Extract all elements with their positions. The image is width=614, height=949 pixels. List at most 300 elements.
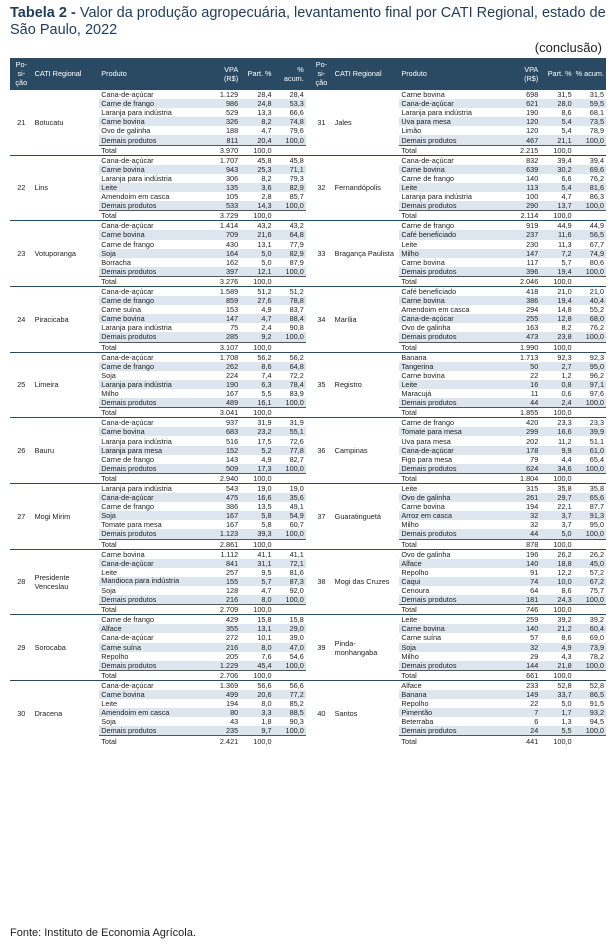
table-row [10,108,606,117]
product-cell: Leite [399,380,507,389]
part-cell: 5,8 [261,520,272,530]
product-cell: Laranja para indústria [101,323,172,333]
column-gap [306,708,310,717]
part-cell: 8,0 [261,699,272,709]
part-cell: 45,8 [257,155,272,165]
regional-cell: Pinda- monhangaba [334,638,378,657]
column-gap [306,502,310,511]
column-gap [306,108,310,117]
product-cell: Soja [99,249,207,258]
column-gap [306,699,310,708]
part-cell: 8,2 [561,323,572,333]
product-cell: Carne suína [401,633,442,643]
acum-cell [574,736,606,746]
acum-cell: 59,5 [574,99,606,108]
acum-cell: 80,6 [589,257,604,267]
acum-cell [274,736,306,746]
acum-cell [274,211,306,221]
part-cell: 15,8 [257,615,272,625]
part-cell: 14,3 [240,201,273,211]
part-cell: 24,8 [240,99,273,108]
acum-cell: 75,7 [589,586,604,596]
acum-cell [274,473,306,483]
table-row [10,473,606,483]
product-cell: Total [99,145,207,155]
vpa-cell: 140 [507,624,540,633]
product-cell: Total [399,736,507,746]
part-cell: 5,5 [540,726,573,736]
vpa-cell: 396 [507,267,540,277]
acum-cell: 77,2 [274,690,306,699]
acum-cell: 85,7 [289,192,304,202]
vpa-cell: 190 [207,380,240,389]
acum-cell: 28,4 [289,90,304,100]
regional-cell: Lins [34,183,48,193]
part-cell: 8,0 [240,643,273,652]
regional-cell: Marília [334,314,357,324]
column-gap [306,455,310,464]
part-cell: 4,9 [540,643,573,652]
product-cell: Total [99,736,207,746]
product-cell: Soja [101,717,116,727]
product-cell: Cana-de-açúcar [101,287,154,297]
vpa-cell: 120 [507,117,540,126]
part-cell: 100,0 [540,342,573,352]
product-cell: Demais produtos [399,267,507,277]
vpa-cell: 3.729 [207,211,240,221]
part-cell: 100,0 [240,670,273,680]
acum-cell: 49,1 [289,502,304,512]
part-cell: 7,6 [261,651,272,661]
position-cell: 34 [317,314,326,324]
vpa-cell: 216 [207,595,240,605]
product-cell: Cana-de-açúcar [101,633,154,643]
column-gap [306,371,310,380]
acum-cell: 94,5 [589,717,604,727]
vpa-cell: 1.129 [219,90,239,100]
part-cell: 18,8 [540,559,573,568]
product-cell: Carne de frango [401,221,455,231]
acum-cell: 26,2 [589,549,604,559]
part-cell: 9,5 [261,567,272,577]
part-cell: 44,9 [557,221,572,231]
column-gap [306,690,310,699]
acum-cell: 29,0 [274,624,306,633]
part-cell: 5,7 [240,577,273,586]
acum-cell: 31,5 [589,90,604,100]
vpa-cell: 1.369 [219,680,239,690]
table-row [10,398,606,408]
vpa-cell: 1.589 [219,287,239,297]
table-row [10,296,606,305]
acum-cell: 97,1 [574,380,606,389]
vpa-cell: 986 [207,99,240,108]
vpa-cell: 64 [530,586,539,596]
column-gap [306,586,310,595]
part-cell: 8,2 [261,173,272,183]
regional-cell: Sorocaba [34,643,66,653]
vpa-cell: 196 [526,549,539,559]
header-part-right: Part. % [540,58,573,90]
product-cell: Repolho [401,699,429,709]
region-block [10,286,606,352]
part-cell: 23,8 [540,332,573,342]
vpa-cell: 315 [526,483,539,493]
header-part: Part. % [240,58,273,90]
part-cell: 5,8 [240,511,273,520]
part-cell: 1,2 [561,370,572,380]
product-cell: Limão [401,126,422,136]
part-cell: 2,4 [261,323,272,333]
vpa-cell: 841 [207,559,240,568]
position-cell: 22 [17,183,26,193]
table-row [10,90,606,100]
vpa-cell: 147 [207,314,240,323]
product-cell: Soja [101,586,116,596]
column-gap [306,314,310,323]
product-cell: Demais produtos [399,332,507,342]
acum-cell: 100,0 [274,661,306,671]
vpa-cell: 2.709 [207,605,240,615]
vpa-cell: 261 [507,493,540,502]
vpa-cell: 120 [526,126,539,136]
part-cell: 19,4 [540,296,573,305]
vpa-cell: 1.804 [507,473,540,483]
product-cell: Leite [99,183,207,192]
part-cell: 3,3 [240,708,273,717]
table-row [10,352,606,362]
table-row [10,511,606,520]
acum-cell: 100,0 [274,464,306,474]
acum-cell: 56,2 [289,352,304,362]
regional-cell: Botucatu [34,117,64,127]
part-cell: 12,1 [240,267,273,277]
column-gap [306,595,310,605]
vpa-cell: 1.707 [219,155,239,165]
product-cell: Cana-de-açúcar [99,559,207,568]
vpa-cell: 429 [226,615,239,625]
vpa-cell: 153 [226,305,239,315]
acum-cell: 76,2 [589,323,604,333]
column-gap [306,624,310,633]
acum-cell [274,670,306,680]
region-block [10,680,606,745]
product-cell: Cana-de-açúcar [399,99,507,108]
acum-cell [574,342,606,352]
part-cell: 45,4 [240,661,273,671]
product-cell: Cana-de-açúcar [99,493,207,502]
table-row [10,155,606,165]
table-row [10,643,606,652]
acum-cell: 51,1 [589,436,604,446]
vpa-cell: 1.855 [507,408,540,418]
table-row [10,165,606,174]
column-gap [306,165,310,174]
vpa-cell: 6 [534,717,539,727]
vpa-cell: 44 [507,529,540,539]
product-cell: Total [399,670,507,680]
column-gap [306,661,310,671]
table-row [10,699,606,708]
vpa-cell: 255 [507,314,540,323]
product-cell: Total [399,539,507,549]
header-pos: Po- si- ção [10,58,33,90]
acum-cell: 69,6 [574,165,606,174]
acum-cell: 23,3 [589,418,604,428]
table-row [10,661,606,671]
vpa-cell: 543 [226,483,239,493]
acum-cell: 92,0 [289,586,304,596]
acum-cell: 87,9 [289,257,304,267]
vpa-cell: 430 [226,239,239,249]
vpa-cell: 878 [507,539,540,549]
acum-cell: 81,6 [574,183,606,192]
part-cell: 34,6 [540,464,573,474]
acum-cell: 100,0 [574,135,606,145]
column-gap [306,605,310,615]
acum-cell: 77,8 [274,446,306,455]
vpa-cell: 811 [207,135,240,145]
part-cell: 19,0 [257,483,272,493]
product-cell: Carne de frango [101,239,155,249]
column-gap [306,276,310,286]
acum-cell: 31,9 [289,418,304,428]
vpa-cell: 74 [507,577,540,586]
product-cell: Cana-de-açúcar [101,418,154,428]
product-cell: Cana-de-açúcar [101,155,154,165]
vpa-cell: 128 [226,586,239,596]
table-row [10,577,606,586]
vpa-cell: 80 [207,708,240,717]
vpa-cell: 233 [526,680,539,690]
product-cell: Demais produtos [399,464,507,474]
part-cell: 5,4 [540,183,573,192]
position-cell: 32 [317,183,326,193]
acum-cell [274,276,306,286]
acum-cell: 100,0 [574,332,606,342]
acum-cell: 74,9 [574,249,606,258]
table-row [10,408,606,418]
product-cell: Cana-de-açúcar [101,680,154,690]
position-cell: 38 [317,577,326,587]
vpa-cell: 29 [530,651,539,661]
vpa-cell: 152 [207,446,240,455]
acum-cell: 87,3 [274,577,306,586]
product-cell: Carne de frango [101,502,155,512]
part-cell: 100,0 [540,408,573,418]
column-gap [306,267,310,277]
part-cell: 14,8 [557,305,572,315]
product-cell: Demais produtos [399,595,507,605]
table-row [10,520,606,529]
vpa-cell: 2.940 [207,473,240,483]
part-cell: 20,4 [240,135,273,145]
table-row [10,529,606,539]
acum-cell [574,605,606,615]
part-cell: 100,0 [540,473,573,483]
vpa-cell: 75 [230,323,239,333]
part-cell: 11,2 [557,436,572,446]
vpa-cell: 2.421 [207,736,240,746]
table-row [10,736,606,746]
product-cell: Carne bovina [99,230,207,239]
product-cell: Alface [401,680,422,690]
vpa-cell: 32 [530,520,539,530]
column-gap [306,230,310,239]
vpa-cell: 167 [226,389,239,399]
part-cell: 31,9 [257,418,272,428]
acum-cell: 77,9 [289,239,304,249]
acum-cell: 19,0 [289,483,304,493]
column-gap [306,670,310,680]
regional-cell: Santos [334,708,358,718]
vpa-cell: 272 [226,633,239,643]
acum-cell: 56,5 [574,230,606,239]
vpa-cell: 202 [526,436,539,446]
product-cell: Soja [399,643,507,652]
position-cell: 23 [17,249,26,259]
column-gap [306,568,310,577]
column-gap [306,408,310,418]
column-gap [306,183,310,192]
position-cell: 21 [17,117,26,127]
part-cell: 8,6 [561,633,572,643]
table-row [10,135,606,145]
vpa-cell: 7 [507,708,540,717]
table-row [10,126,606,135]
product-cell: Total [99,605,207,615]
table-title [10,5,606,39]
column-gap [306,240,310,249]
header-vpa: VPA (R$) [207,58,240,90]
table-row [10,362,606,371]
regional-cell: Dracena [34,708,63,718]
product-cell: Carne bovina [401,257,445,267]
product-cell: Total [99,539,207,549]
product-cell: Leite [399,183,507,192]
table-row [10,240,606,249]
product-cell: Demais produtos [399,398,507,408]
part-cell: 2,7 [540,362,573,371]
product-cell: Cana-de-açúcar [401,155,454,165]
product-cell: Milho [401,651,419,661]
product-cell: Cana-de-açúcar [399,446,507,455]
vpa-cell: 294 [526,305,539,315]
acum-cell [574,211,606,221]
vpa-cell: 257 [226,567,239,577]
vpa-cell: 117 [526,257,539,267]
acum-cell: 73,9 [574,643,606,652]
position-cell: 24 [17,314,26,324]
table-row [10,117,606,126]
acum-cell: 45,8 [289,155,304,165]
table-row [10,559,606,568]
product-cell: Total [399,605,507,615]
regional-cell: Fernandópolis [334,183,381,193]
column-gap [306,192,310,201]
vpa-cell: 259 [526,615,539,625]
column-gap [306,126,310,135]
vpa-cell: 24 [507,726,540,736]
product-cell: Amendoim em casca [99,708,207,717]
part-cell: 31,1 [240,559,273,568]
vpa-cell: 441 [507,736,540,746]
product-cell: Alface [399,559,507,568]
acum-cell: 35,8 [589,483,604,493]
vpa-cell: 32 [507,511,540,520]
vpa-cell: 143 [226,454,239,464]
product-cell: Carne bovina [99,427,207,436]
column-gap [306,296,310,305]
table-row [10,652,606,661]
part-cell: 12,2 [557,567,572,577]
product-cell: Total [399,342,507,352]
vpa-cell: 2.861 [207,539,240,549]
product-cell: Pimentão [399,708,507,717]
product-cell: Banana [401,352,427,362]
part-cell: 25,3 [240,165,273,174]
part-cell: 13,5 [257,502,272,512]
product-cell: Cana-de-açúcar [399,314,507,323]
vpa-cell: 149 [507,690,540,699]
vpa-cell: 147 [507,249,540,258]
product-cell: Total [99,670,207,680]
product-cell: Demais produtos [399,135,507,145]
acum-cell [574,539,606,549]
region-block [10,418,606,484]
regional-cell: Jales [334,117,352,127]
column-gap [306,511,310,520]
table-row [10,389,606,398]
table-row [10,332,606,342]
region-block [10,615,606,681]
acum-cell: 55,1 [274,427,306,436]
part-cell: 10,1 [257,633,272,643]
vpa-cell: 285 [207,332,240,342]
part-cell: 7,4 [261,370,272,380]
acum-cell: 100,0 [274,529,306,539]
acum-cell: 100,0 [574,398,606,408]
product-cell: Amendoim em casca [101,192,170,202]
table-row [10,371,606,380]
table-row [10,286,606,296]
product-cell: Mandioca para indústria [99,577,207,586]
regional-cell: Limeira [34,380,59,390]
vpa-cell: 1.229 [207,661,240,671]
acum-cell: 39,0 [289,633,304,643]
product-cell: Amendoim em casca [401,305,470,315]
header-pos-right: Po- si- ção [310,58,333,90]
part-cell: 92,3 [557,352,572,362]
product-cell: Leite [101,567,118,577]
acum-cell: 68,0 [574,314,606,323]
table-row [10,595,606,605]
product-cell: Ovo de galinha [101,126,151,136]
product-cell: Demais produtos [99,267,207,277]
acum-cell: 15,8 [289,615,304,625]
table-header [10,58,606,90]
part-cell: 39,2 [557,615,572,625]
product-cell: Laranja para indústria [401,192,472,202]
part-cell: 100,0 [540,670,573,680]
table-title-prefix: Tabela 2 - [10,5,80,21]
vpa-cell: 529 [226,108,239,118]
vpa-cell: 937 [226,418,239,428]
part-cell: 2,4 [540,398,573,408]
vpa-cell: 943 [207,165,240,174]
table-row [10,446,606,455]
vpa-cell: 105 [226,192,239,202]
